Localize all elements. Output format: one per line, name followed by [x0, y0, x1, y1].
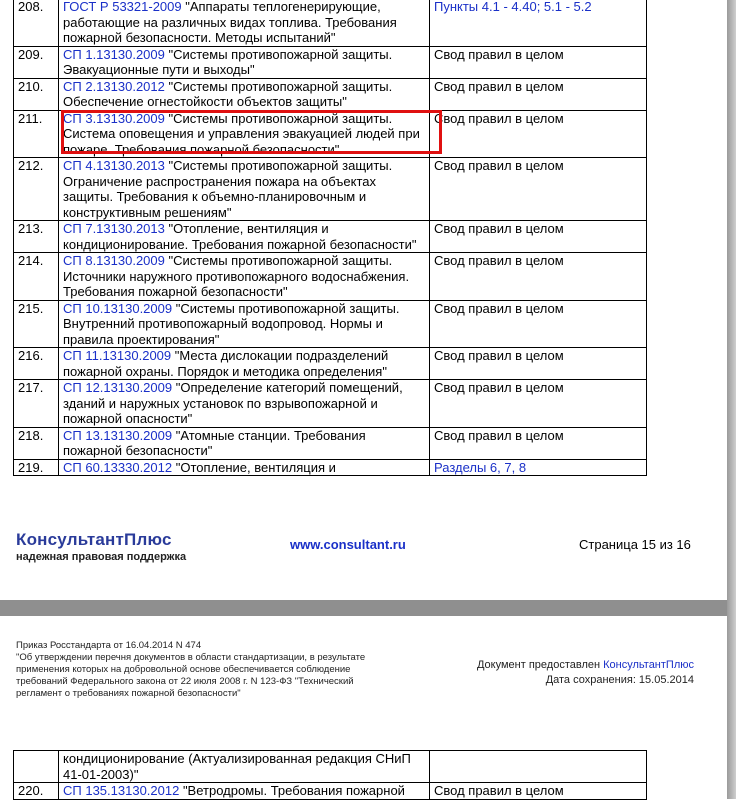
row-scope [430, 380, 647, 428]
page-number: Страница 15 из 16 [579, 537, 691, 552]
table-row [14, 783, 647, 800]
scope-text: Свод правил в целом [434, 78, 564, 94]
regulation-title: "Системы противопожарной защиты. Эвакуационные пути и выходы" [63, 46, 393, 77]
row-scope [430, 46, 647, 78]
row-scope [430, 110, 647, 158]
row-number [14, 751, 59, 783]
row-scope [430, 158, 647, 221]
row-scope [430, 300, 647, 348]
regulation-link[interactable]: СП 12.13130.2009 [63, 380, 173, 395]
regulation-title: "Отопление, вентиляция и [172, 459, 336, 475]
row-description [59, 380, 430, 428]
table-row [14, 221, 647, 253]
regulation-title: "Системы противопожарной защиты. Внутренний противопожарный водопровод. Нормы и правила проектирования" [63, 300, 400, 347]
row-number: 209. [14, 46, 59, 78]
regulation-title: "Системы противопожарной защиты. Источники наружного противопожарного водоснабжения. Требования пожарной безопасности" [63, 253, 410, 299]
table-row [14, 427, 647, 459]
scope-text: Свод правил в целом [434, 300, 564, 316]
table-row [14, 46, 647, 78]
scope-text: Свод правил в целом [434, 253, 564, 268]
provider-link[interactable]: КонсультантПлюс [603, 659, 694, 671]
row-scope [430, 78, 647, 110]
scope-text: Свод правил в целом [434, 380, 564, 395]
row-number: 219. [14, 459, 59, 476]
scope-link[interactable]: Разделы 6, 7, 8 [434, 459, 527, 475]
scope-text: Свод правил в целом [434, 221, 564, 236]
row-scope [430, 427, 647, 459]
regulation-link[interactable]: СП 11.13130.2009 [63, 348, 172, 363]
row-number: 213. [14, 221, 59, 253]
row-description [59, 46, 430, 78]
regulation-link[interactable]: СП 13.13130.2009 [63, 427, 173, 443]
row-number: 216. [14, 348, 59, 380]
row-scope [430, 751, 647, 783]
row-number: 211. [14, 110, 59, 158]
regulations-table [13, 0, 647, 476]
row-number: 217. [14, 380, 59, 428]
scope-text: Свод правил в целом [434, 46, 564, 62]
site-link[interactable]: www.consultant.ru [290, 537, 406, 552]
logo-tagline: надежная правовая поддержка [16, 551, 187, 563]
regulation-title: "Атомные станции. Требования пожарной безопасности" [63, 427, 366, 458]
table-row [14, 253, 647, 301]
logo-title: КонсультантПлюс [16, 530, 172, 549]
regulation-link[interactable]: СП 135.13130.2012 [63, 783, 180, 798]
row-scope [430, 0, 647, 46]
table-row [14, 348, 647, 380]
row-description [59, 300, 430, 348]
scope-link[interactable]: Пункты 4.1 - 4.40; 5.1 - 5.2 [434, 0, 592, 14]
regulation-link[interactable]: СП 2.13130.2012 [63, 78, 165, 94]
row-number: 214. [14, 253, 59, 301]
row-description [59, 427, 430, 459]
row-description: СП 135.13130.2012 "Ветродромы. Требования пожарной [59, 783, 430, 800]
table-row [14, 0, 647, 46]
page-separator [0, 600, 736, 616]
regulation-link[interactable]: ГОСТ Р 53321-2009 [63, 0, 182, 14]
regulation-link[interactable]: СП 1.13130.2009 [63, 46, 165, 62]
table-row [14, 380, 647, 428]
row-scope [430, 459, 647, 476]
scope-text: Свод правил в целом [434, 348, 564, 363]
regulation-title: "Отопление, вентиляция и кондиционирование. Требования пожарной безопасности" [63, 221, 417, 252]
regulation-link[interactable]: СП 3.13130.2009 [63, 110, 165, 126]
table-row [14, 158, 647, 221]
regulations-table-continued [13, 750, 647, 800]
regulation-title: "Аппараты теплогенерирующие, работающие на различных видах топлива. Требования пожарной безопасности. Методы испытаний" [63, 0, 397, 45]
row-number: 210. [14, 78, 59, 110]
save-date: Дата сохранения: 15.05.2014 [545, 674, 694, 686]
scope-text: Свод правил в целом [434, 110, 564, 126]
row-description [59, 221, 430, 253]
consultant-logo [16, 530, 186, 563]
table-row [14, 751, 647, 783]
row-description [59, 253, 430, 301]
row-number: 212. [14, 158, 59, 221]
table-row [14, 300, 647, 348]
regulation-title: "Системы противопожарной защиты. Система оповещения и управления эвакуацией людей при пожаре. Требования пожарной безопасности" [63, 110, 420, 157]
scope-text: Свод правил в целом [434, 158, 564, 173]
row-scope [430, 221, 647, 253]
row-number: 220. [14, 783, 59, 800]
regulation-title: "Определение категорий помещений, зданий и наружных установок по взрывопожарной и пожарной опасности" [63, 380, 403, 426]
table-row [14, 459, 647, 476]
order-description: "Об утверждении перечня документов в области стандартизации, в результате применения которых на добровольной основе обеспечивается соблюдение требований Федерального закона от 22 июля 2008 г. N 123-ФЗ "Технический регламент о требованиях пожарной безопасности" [16, 652, 366, 699]
row-number: 215. [14, 300, 59, 348]
order-title: Приказ Росстандарта от 16.04.2014 N 474 [16, 640, 202, 651]
viewer-scroll-shadow [727, 0, 736, 799]
regulation-link[interactable]: СП 60.13330.2012 [63, 459, 173, 475]
row-description: кондиционирование (Актуализированная редакция СНиП 41-01-2003)" [59, 751, 430, 783]
row-scope: Свод правил в целом [430, 783, 647, 800]
row-scope [430, 348, 647, 380]
row-number: 208. [14, 0, 59, 46]
table-row [14, 78, 647, 110]
row-description [59, 348, 430, 380]
row-scope [430, 253, 647, 301]
regulation-link[interactable]: СП 8.13130.2009 [63, 253, 165, 268]
row-number: 218. [14, 427, 59, 459]
regulation-link[interactable]: СП 10.13130.2009 [63, 300, 173, 316]
scope-text: Свод правил в целом [434, 427, 564, 443]
provided-by: Документ предоставлен КонсультантПлюс [476, 659, 694, 671]
row-description [59, 158, 430, 221]
document-header-left [16, 640, 396, 700]
row-description [59, 78, 430, 110]
regulation-title: "Места дислокации подразделений пожарной охраны. Порядок и методика определения" [63, 348, 389, 379]
row-description [59, 459, 430, 476]
document-header-right [477, 658, 694, 688]
regulation-link[interactable]: СП 7.13130.2013 [63, 221, 165, 236]
row-description [59, 0, 430, 46]
highlight-box [61, 110, 442, 154]
regulation-title: "Системы противопожарной защиты. Обеспечение огнестойкости объектов защиты" [63, 78, 393, 109]
regulation-title: "Системы противопожарной защиты. Ограничение распространения пожара на объектах защиты. Требования к объемно-планировочным и конструктивным решениям" [63, 158, 393, 220]
regulation-link[interactable]: СП 4.13130.2013 [63, 158, 165, 173]
